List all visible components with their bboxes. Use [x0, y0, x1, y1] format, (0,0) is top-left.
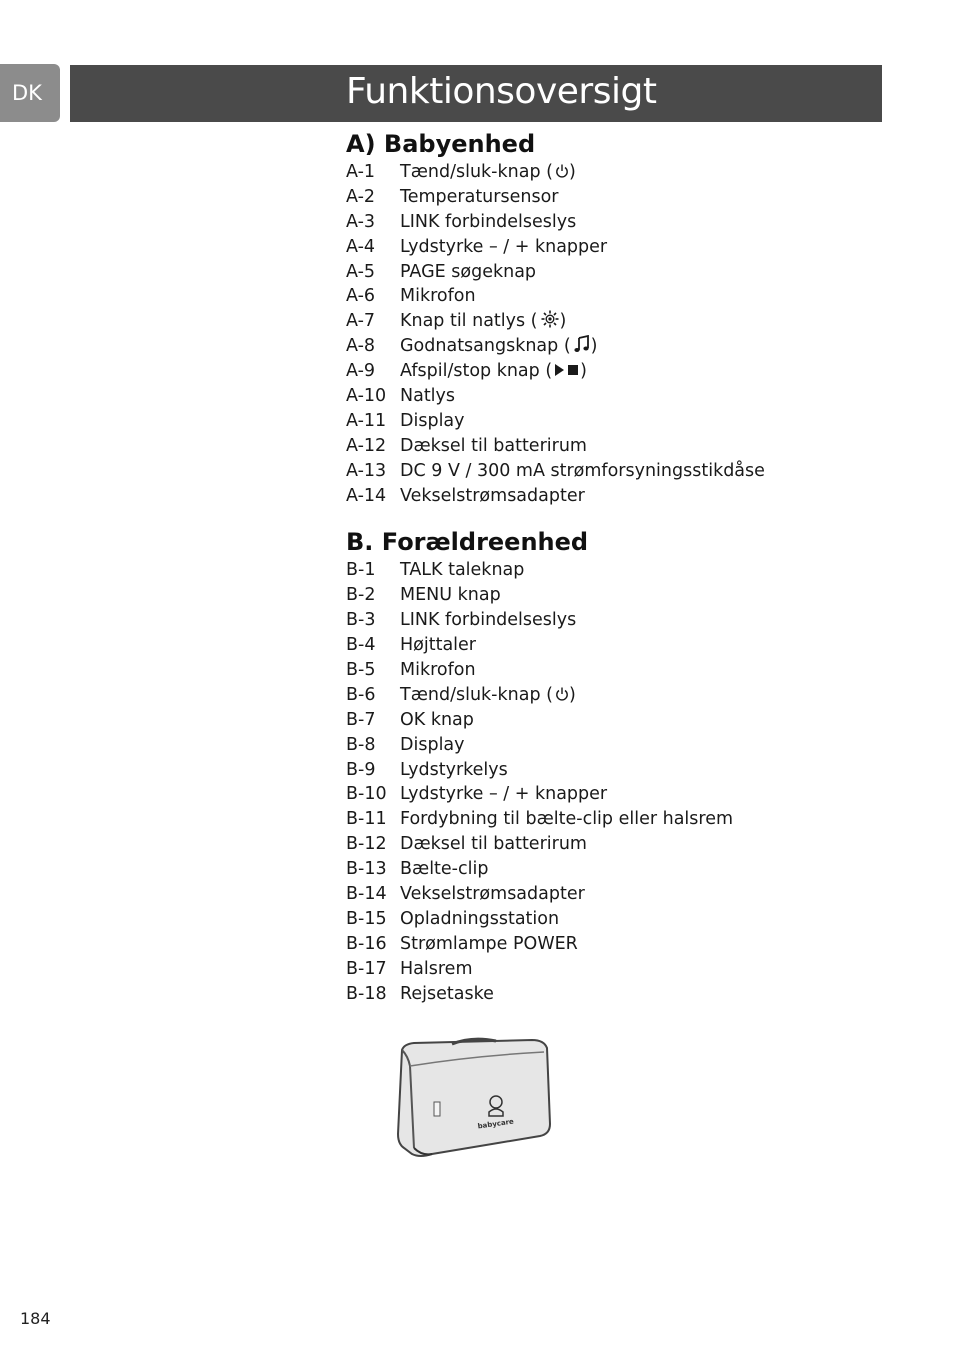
list-item [346, 160, 866, 185]
item-label [400, 210, 866, 235]
item-label-suffix: ) [559, 311, 567, 332]
section-heading-babyenhed: A) Babyenhed [346, 130, 536, 158]
item-label-suffix: ) [590, 336, 598, 357]
music-note-icon [573, 335, 591, 361]
list-item [346, 683, 866, 708]
item-label-text: Lydstyrke – / + knapper [400, 784, 608, 805]
item-label [400, 907, 866, 932]
list-item [346, 359, 866, 384]
list-item [346, 758, 866, 783]
item-label-text: Opladningsstation [400, 908, 560, 929]
item-label-text: OK knap [400, 709, 474, 730]
item-label-text: Tænd/sluk-knap ( [400, 162, 553, 182]
item-label [400, 683, 866, 708]
item-list-foraeldreenhed [346, 558, 866, 1006]
item-label-text: Temperatursensor [400, 186, 559, 207]
item-code: A-14 [346, 485, 387, 506]
item-label [400, 459, 866, 484]
item-label-suffix: ) [568, 684, 576, 705]
item-label-text: Display [400, 410, 465, 431]
list-item [346, 882, 866, 907]
item-label-text: DC 9 V / 300 mA strømforsyningsstikdåse [400, 460, 765, 481]
item-label-text: Dæksel til batterirum [400, 834, 587, 855]
item-code: A-9 [346, 361, 376, 382]
item-code: B-16 [346, 933, 387, 954]
item-label-text: LINK forbindelseslys [400, 610, 577, 631]
list-item [346, 260, 866, 285]
list-item [346, 309, 866, 334]
item-label-text: Afspil/stop knap ( [400, 361, 553, 382]
item-label-text: Lydstyrkelys [400, 759, 508, 780]
item-code: A-5 [346, 261, 376, 282]
list-item [346, 583, 866, 608]
item-label [400, 235, 866, 260]
list-item [346, 409, 866, 434]
item-code: B-8 [346, 734, 376, 755]
page-title: Funktionsoversigt [346, 71, 657, 112]
list-item [346, 733, 866, 758]
item-code: B-4 [346, 635, 376, 656]
item-code: B-14 [346, 884, 387, 905]
item-label [400, 658, 866, 683]
list-item [346, 608, 866, 633]
list-item [346, 484, 866, 509]
item-label-text: Strømlampe POWER [400, 933, 578, 954]
feature-overview [346, 128, 866, 1007]
list-item [346, 782, 866, 807]
list-item [346, 334, 866, 359]
item-label [400, 857, 866, 882]
list-item [346, 558, 866, 583]
item-label-text: TALK taleknap [400, 560, 525, 581]
list-item [346, 932, 866, 957]
section-heading-foraeldreenhed: B. Forældreenhed [346, 528, 589, 557]
item-label-text: Lydstyrke – / + knapper [400, 236, 608, 257]
item-code: A-11 [346, 410, 387, 431]
item-code: B-18 [346, 983, 387, 1004]
item-label [400, 484, 866, 509]
item-code: B-17 [346, 958, 387, 979]
item-label [400, 409, 866, 434]
item-label [400, 558, 866, 583]
item-code: A-1 [346, 162, 376, 182]
list-item [346, 832, 866, 857]
item-code: B-13 [346, 859, 387, 880]
item-code: A-4 [346, 236, 376, 257]
item-label-text: Bælte-clip [400, 859, 489, 880]
list-item [346, 284, 866, 309]
item-label [400, 832, 866, 857]
item-label-text: Mikrofon [400, 286, 476, 307]
item-list-babyenhed [346, 160, 866, 508]
item-label-text: Halsrem [400, 958, 473, 979]
item-label [400, 957, 866, 982]
item-label [400, 359, 866, 384]
item-label-text: Mikrofon [400, 660, 476, 681]
list-item [346, 857, 866, 882]
item-label-text: Fordybning til bælte-clip eller halsrem [400, 809, 734, 830]
item-label [400, 982, 866, 1007]
list-item [346, 708, 866, 733]
item-label [400, 309, 866, 334]
item-code: A-12 [346, 435, 387, 456]
list-item [346, 235, 866, 260]
item-label [400, 583, 866, 608]
item-label-text: Display [400, 734, 465, 755]
item-label-suffix: ) [568, 162, 576, 182]
item-label [400, 260, 866, 285]
item-code: A-8 [346, 336, 376, 357]
item-code: B-9 [346, 759, 376, 780]
section-babyenhed [346, 128, 866, 508]
item-code: B-10 [346, 784, 387, 805]
item-label-text: Godnatsangsknap ( [400, 336, 571, 357]
item-code: B-2 [346, 585, 376, 606]
item-label-text: Dæksel til batterirum [400, 435, 587, 456]
list-item [346, 957, 866, 982]
item-label [400, 160, 866, 185]
item-code: A-7 [346, 311, 376, 332]
list-item [346, 907, 866, 932]
item-label [400, 434, 866, 459]
section-foraeldreenhed [346, 526, 866, 1006]
power-icon [555, 685, 569, 710]
item-label [400, 932, 866, 957]
item-label-suffix: ) [580, 361, 587, 382]
item-code: A-13 [346, 460, 387, 481]
item-code: A-3 [346, 211, 376, 232]
item-label-text: MENU knap [400, 585, 501, 606]
list-item [346, 633, 866, 658]
item-label [400, 284, 866, 309]
item-label [400, 633, 866, 658]
item-label-text: Højttaler [400, 635, 476, 656]
item-label-text: Vekselstrømsadapter [400, 884, 585, 905]
item-label [400, 708, 866, 733]
power-icon [555, 162, 569, 187]
item-label-text: Rejsetaske [400, 983, 494, 1004]
language-tab: DK [0, 64, 60, 122]
list-item [346, 982, 866, 1007]
item-label [400, 185, 866, 210]
item-label-text: PAGE søgeknap [400, 261, 537, 282]
list-item [346, 434, 866, 459]
list-item [346, 807, 866, 832]
nightlight-icon [540, 310, 560, 336]
list-item [346, 459, 866, 484]
item-code: A-2 [346, 186, 376, 207]
travel-bag-image [392, 1036, 554, 1164]
list-item [346, 185, 866, 210]
item-code: B-7 [346, 709, 376, 730]
list-item [346, 210, 866, 235]
item-label [400, 882, 866, 907]
item-label [400, 758, 866, 783]
item-code: B-6 [346, 684, 376, 705]
item-label-text: Tænd/sluk-knap ( [400, 684, 553, 705]
list-item [346, 384, 866, 409]
item-code: B-15 [346, 908, 387, 929]
item-code: B-11 [346, 809, 387, 830]
page-number: 184 [20, 1309, 51, 1328]
item-code: B-1 [346, 560, 376, 581]
item-label [400, 782, 866, 807]
item-label [400, 334, 866, 359]
item-label-text: Vekselstrømsadapter [400, 485, 585, 506]
item-code: A-6 [346, 286, 376, 307]
item-label [400, 608, 866, 633]
item-label [400, 807, 866, 832]
item-label [400, 384, 866, 409]
item-code: B-3 [346, 610, 376, 631]
item-label-text: Natlys [400, 386, 456, 407]
item-label-text: Knap til natlys ( [400, 311, 538, 332]
bag-logo-text: babycare [477, 1117, 515, 1131]
list-item [346, 658, 866, 683]
item-label [400, 733, 866, 758]
play-stop-icon [554, 361, 580, 386]
item-code: B-12 [346, 834, 387, 855]
title-bar [70, 65, 882, 122]
item-code: A-10 [346, 386, 387, 407]
item-label-text: LINK forbindelseslys [400, 211, 577, 232]
item-code: B-5 [346, 660, 376, 681]
